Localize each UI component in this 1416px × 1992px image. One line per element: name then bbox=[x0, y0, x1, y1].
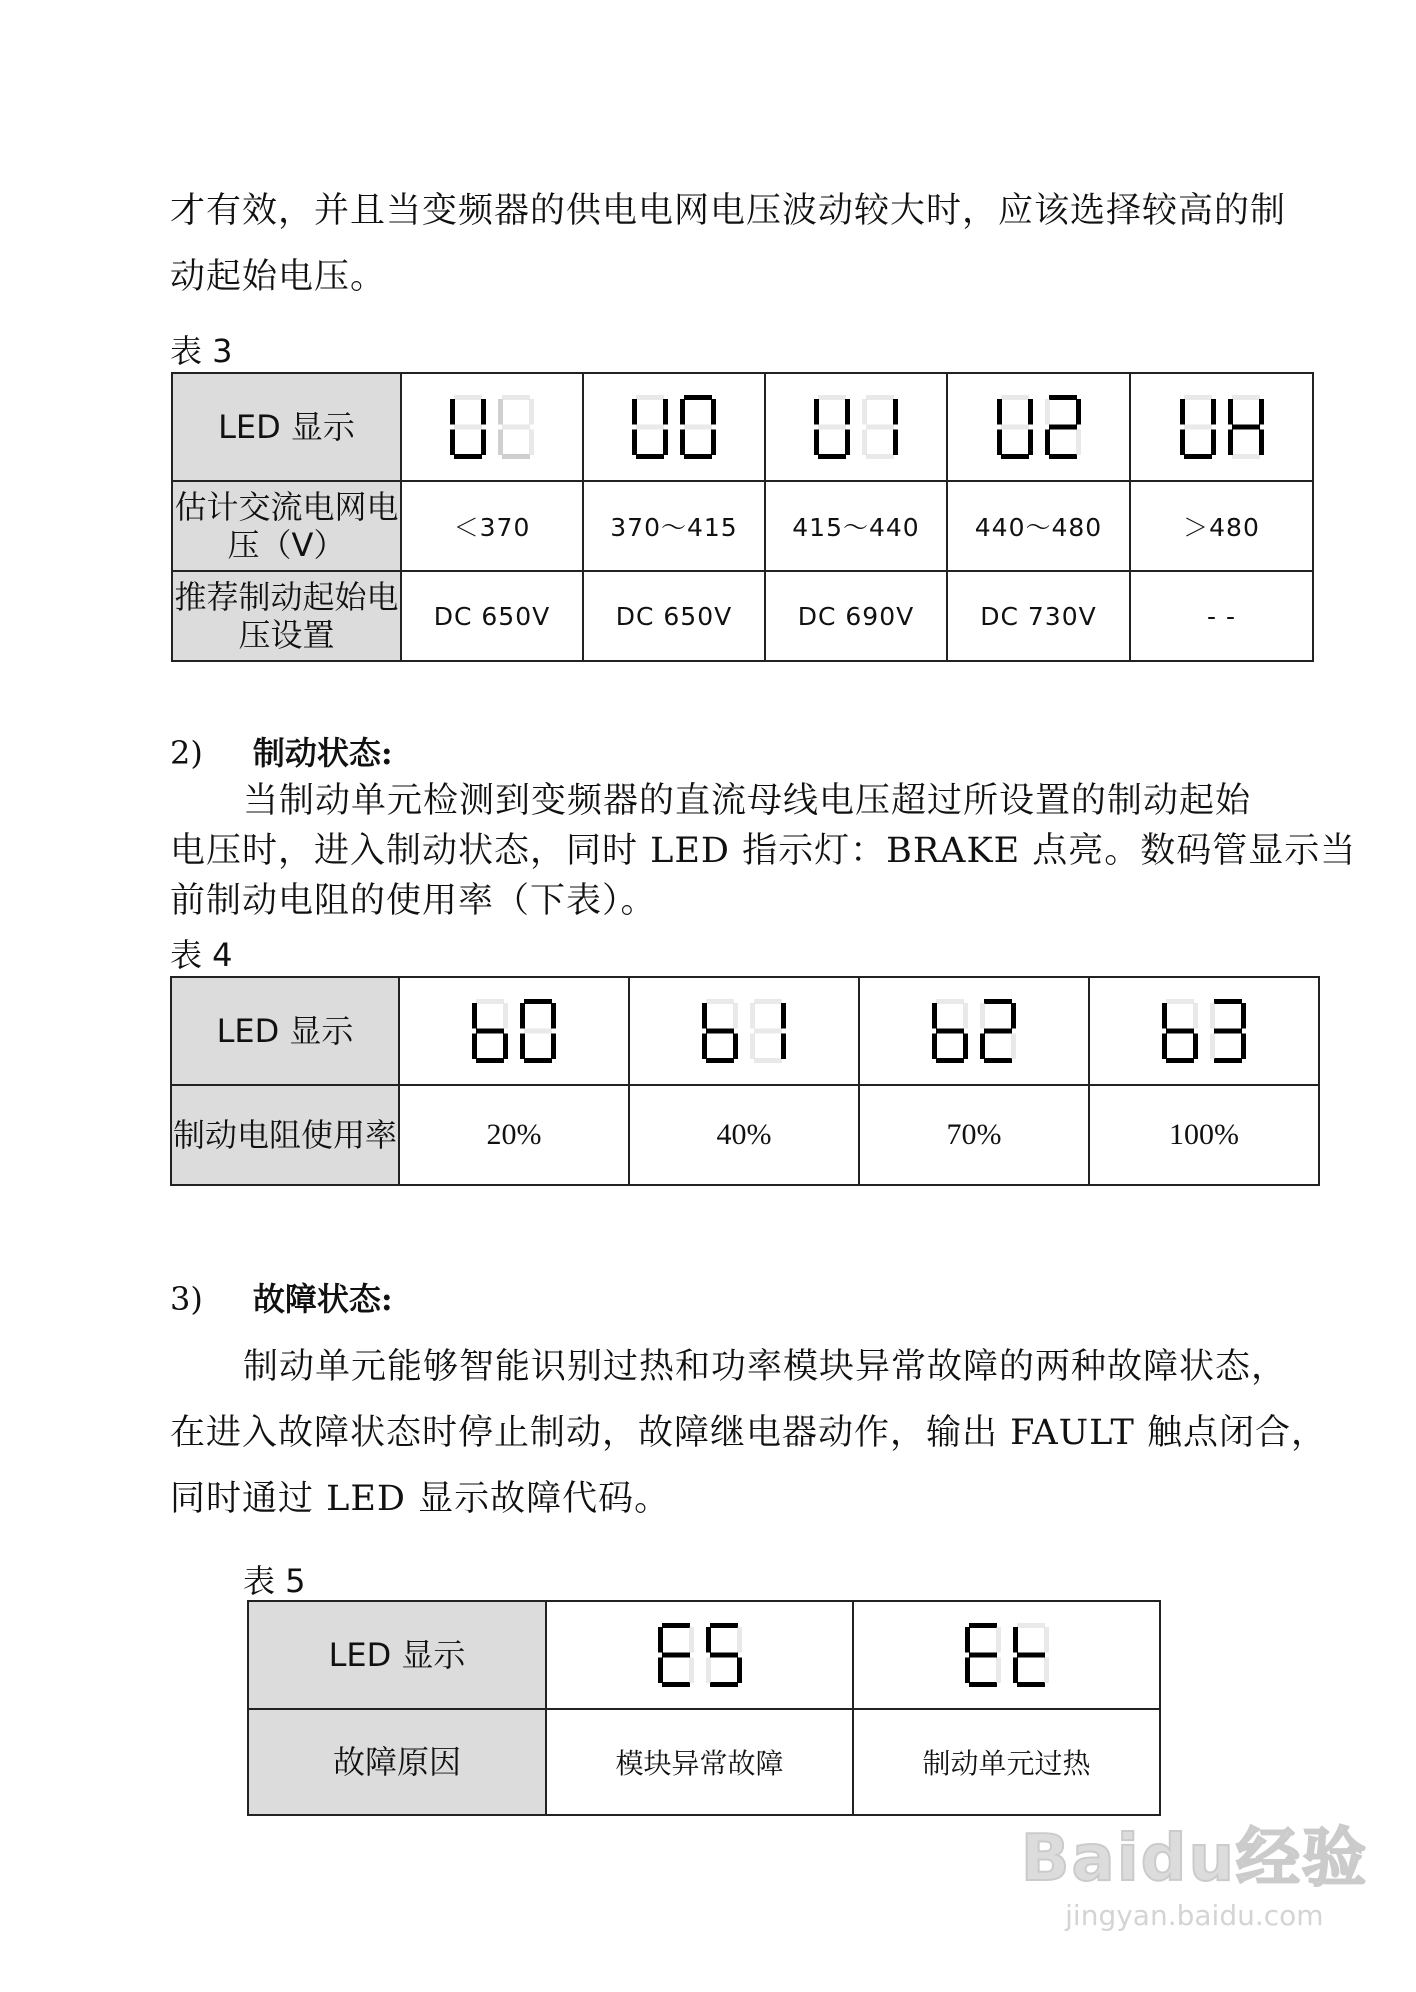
led-segment bbox=[1214, 999, 1242, 1004]
led-segment bbox=[689, 1627, 694, 1653]
led-segment bbox=[893, 430, 898, 456]
led-cell bbox=[546, 1601, 853, 1709]
led-segment bbox=[1011, 1003, 1016, 1029]
led-segment bbox=[662, 1623, 690, 1628]
led-segment bbox=[1210, 1034, 1215, 1060]
led-segment bbox=[936, 1029, 964, 1034]
watermark-url: jingyan.baidu.com bbox=[1065, 1899, 1324, 1932]
table3-caption: 表 3 bbox=[170, 332, 233, 370]
led-segment bbox=[1001, 395, 1029, 400]
led-segment bbox=[702, 1003, 707, 1029]
led-segment bbox=[1013, 1658, 1018, 1684]
led-segment bbox=[1001, 425, 1029, 430]
led-segment bbox=[684, 425, 712, 430]
led-segment bbox=[520, 1003, 525, 1029]
led-cell bbox=[583, 373, 765, 481]
led-segment bbox=[706, 1058, 734, 1063]
led-segment bbox=[658, 1627, 663, 1653]
led-segment bbox=[754, 999, 782, 1004]
section3-line-3: 同时通过 LED 显示故障代码。 bbox=[170, 1479, 671, 1519]
section3-number: 3) bbox=[170, 1280, 203, 1318]
led-segment bbox=[1193, 1034, 1198, 1060]
led-segment bbox=[1028, 430, 1033, 456]
led-segment bbox=[750, 1003, 755, 1029]
led-segment bbox=[1180, 399, 1185, 425]
rate-cell: 20% bbox=[399, 1085, 629, 1185]
led-segment bbox=[750, 1034, 755, 1060]
setting-cell: DC 690V bbox=[765, 571, 947, 661]
led-segment bbox=[1028, 399, 1033, 425]
table4-rate-label: 制动电阻使用率 bbox=[171, 1085, 399, 1185]
led-segment bbox=[706, 1658, 711, 1684]
led-segment bbox=[969, 1682, 997, 1687]
led-segment bbox=[893, 399, 898, 425]
led-display bbox=[1156, 995, 1252, 1067]
watermark-brand: Baidu经验 bbox=[1020, 1822, 1368, 1896]
led-segment bbox=[711, 430, 716, 456]
led-segment bbox=[450, 430, 455, 456]
table5-caption: 表 5 bbox=[243, 1562, 306, 1600]
led-segment bbox=[1076, 399, 1081, 425]
led-segment bbox=[963, 1003, 968, 1029]
led-segment bbox=[733, 1003, 738, 1029]
rate-cell: 70% bbox=[859, 1085, 1089, 1185]
led-segment bbox=[1241, 1003, 1246, 1029]
led-cell bbox=[859, 977, 1089, 1085]
led-segment bbox=[1045, 399, 1050, 425]
led-segment bbox=[1214, 1029, 1242, 1034]
voltage-cell: 370～415 bbox=[583, 481, 765, 571]
led-segment bbox=[1017, 1653, 1045, 1658]
section2-title: 制动状态: bbox=[252, 734, 393, 772]
led-segment bbox=[932, 1034, 937, 1060]
led-segment bbox=[965, 1627, 970, 1653]
cause-cell: 模块异常故障 bbox=[546, 1709, 853, 1815]
led-segment bbox=[503, 1034, 508, 1060]
section2-line-3: 前制动电阻的使用率（下表）。 bbox=[170, 881, 657, 921]
led-segment bbox=[1044, 1627, 1049, 1653]
led-segment bbox=[710, 1682, 738, 1687]
led-segment bbox=[1211, 399, 1216, 425]
led-segment bbox=[932, 1003, 937, 1029]
led-segment bbox=[737, 1658, 742, 1684]
led-cell bbox=[399, 977, 629, 1085]
led-segment bbox=[1232, 454, 1260, 459]
cause-cell: 制动单元过热 bbox=[853, 1709, 1160, 1815]
setting-cell: DC 650V bbox=[401, 571, 583, 661]
led-segment bbox=[662, 1682, 690, 1687]
led-segment bbox=[663, 399, 668, 425]
led-display bbox=[991, 391, 1087, 463]
led-segment bbox=[969, 1653, 997, 1658]
led-segment bbox=[1180, 430, 1185, 456]
led-segment bbox=[498, 399, 503, 425]
led-segment bbox=[502, 425, 530, 430]
led-segment bbox=[662, 1653, 690, 1658]
led-segment bbox=[710, 1653, 738, 1658]
led-segment bbox=[862, 430, 867, 456]
led-segment bbox=[680, 430, 685, 456]
led-segment bbox=[1210, 1003, 1215, 1029]
led-segment bbox=[1241, 1034, 1246, 1060]
led-display bbox=[1174, 391, 1270, 463]
led-segment bbox=[476, 1029, 504, 1034]
table4-caption: 表 4 bbox=[170, 936, 233, 974]
led-segment bbox=[476, 999, 504, 1004]
led-segment bbox=[524, 1029, 552, 1034]
led-segment bbox=[818, 454, 846, 459]
led-segment bbox=[454, 395, 482, 400]
led-segment bbox=[1232, 425, 1260, 430]
led-segment bbox=[1184, 454, 1212, 459]
led-segment bbox=[1228, 399, 1233, 425]
led-segment bbox=[984, 1029, 1012, 1034]
section2-number: 2) bbox=[170, 734, 203, 772]
section2-line-2: 电压时，进入制动状态，同时 LED 指示灯：BRAKE 点亮。数码管显示当 bbox=[170, 831, 1357, 871]
led-segment bbox=[984, 999, 1012, 1004]
led-segment bbox=[866, 425, 894, 430]
led-segment bbox=[866, 454, 894, 459]
led-segment bbox=[1166, 1058, 1194, 1063]
voltage-cell: ＞480 bbox=[1130, 481, 1313, 571]
section3-line-1: 制动单元能够智能识别过热和功率模块异常故障的两种故障状态， bbox=[243, 1347, 1288, 1387]
setting-cell: DC 650V bbox=[583, 571, 765, 661]
led-segment bbox=[969, 1623, 997, 1628]
led-segment bbox=[845, 399, 850, 425]
led-segment bbox=[1049, 454, 1077, 459]
led-cell bbox=[1089, 977, 1319, 1085]
voltage-cell: ＜370 bbox=[401, 481, 583, 571]
led-segment bbox=[1076, 430, 1081, 456]
led-segment bbox=[481, 399, 486, 425]
led-segment bbox=[1184, 425, 1212, 430]
led-display bbox=[959, 1619, 1055, 1691]
led-segment bbox=[658, 1658, 663, 1684]
led-segment bbox=[529, 399, 534, 425]
table-4 bbox=[170, 976, 1320, 1186]
voltage-cell: 440～480 bbox=[947, 481, 1130, 571]
led-segment bbox=[997, 399, 1002, 425]
led-display bbox=[926, 995, 1022, 1067]
led-segment bbox=[845, 430, 850, 456]
table5-led-label: LED 显示 bbox=[248, 1601, 546, 1709]
led-segment bbox=[1214, 1058, 1242, 1063]
led-segment bbox=[963, 1034, 968, 1060]
table3-setting-label: 推荐制动起始电压设置 bbox=[172, 571, 401, 661]
led-cell bbox=[947, 373, 1130, 481]
section3-title: 故障状态: bbox=[252, 1280, 393, 1318]
led-segment bbox=[710, 1623, 738, 1628]
led-segment bbox=[866, 395, 894, 400]
led-segment bbox=[984, 1058, 1012, 1063]
led-segment bbox=[965, 1658, 970, 1684]
led-segment bbox=[1184, 395, 1212, 400]
led-segment bbox=[502, 454, 530, 459]
led-segment bbox=[551, 1003, 556, 1029]
led-segment bbox=[818, 425, 846, 430]
led-segment bbox=[781, 1034, 786, 1060]
led-segment bbox=[814, 430, 819, 456]
led-segment bbox=[1013, 1627, 1018, 1653]
led-segment bbox=[502, 395, 530, 400]
led-segment bbox=[702, 1034, 707, 1060]
led-segment bbox=[636, 425, 664, 430]
rate-cell: 100% bbox=[1089, 1085, 1319, 1185]
led-segment bbox=[997, 430, 1002, 456]
led-display bbox=[626, 391, 722, 463]
led-segment bbox=[1211, 430, 1216, 456]
led-segment bbox=[814, 399, 819, 425]
led-segment bbox=[498, 430, 503, 456]
led-segment bbox=[684, 395, 712, 400]
led-segment bbox=[524, 1058, 552, 1063]
led-segment bbox=[754, 1029, 782, 1034]
intro-line-2: 动起始电压。 bbox=[170, 257, 387, 297]
led-segment bbox=[711, 399, 716, 425]
led-segment bbox=[472, 1003, 477, 1029]
table-5 bbox=[247, 1600, 1161, 1816]
led-segment bbox=[1001, 454, 1029, 459]
led-segment bbox=[1017, 1623, 1045, 1628]
led-segment bbox=[1049, 395, 1077, 400]
led-segment bbox=[680, 399, 685, 425]
led-segment bbox=[1045, 430, 1050, 456]
led-segment bbox=[980, 1034, 985, 1060]
section2-line-1: 当制动单元检测到变频器的直流母线电压超过所设置的制动起始 bbox=[243, 781, 1252, 821]
table5-cause-label: 故障原因 bbox=[248, 1709, 546, 1815]
led-segment bbox=[632, 399, 637, 425]
led-segment bbox=[706, 1627, 711, 1653]
led-segment bbox=[818, 395, 846, 400]
led-display bbox=[696, 995, 792, 1067]
led-segment bbox=[454, 454, 482, 459]
led-segment bbox=[733, 1034, 738, 1060]
led-segment bbox=[781, 1003, 786, 1029]
led-segment bbox=[1049, 425, 1077, 430]
led-segment bbox=[454, 425, 482, 430]
led-segment bbox=[1259, 399, 1264, 425]
led-segment bbox=[529, 430, 534, 456]
section3-line-2: 在进入故障状态时停止制动，故障继电器动作，输出 FAULT 触点闭合， bbox=[170, 1413, 1328, 1453]
led-display bbox=[808, 391, 904, 463]
setting-cell: - - bbox=[1130, 571, 1313, 661]
table4-led-label: LED 显示 bbox=[171, 977, 399, 1085]
led-segment bbox=[636, 454, 664, 459]
led-segment bbox=[632, 430, 637, 456]
led-segment bbox=[706, 1029, 734, 1034]
led-segment bbox=[1162, 1034, 1167, 1060]
led-display bbox=[466, 995, 562, 1067]
led-segment bbox=[1166, 999, 1194, 1004]
led-segment bbox=[1232, 395, 1260, 400]
led-segment bbox=[524, 999, 552, 1004]
led-segment bbox=[1044, 1658, 1049, 1684]
table3-voltage-label: 估计交流电网电压（V） bbox=[172, 481, 401, 571]
led-cell bbox=[853, 1601, 1160, 1709]
led-segment bbox=[1162, 1003, 1167, 1029]
led-segment bbox=[684, 454, 712, 459]
section3-heading bbox=[170, 1274, 393, 1320]
led-segment bbox=[472, 1034, 477, 1060]
led-segment bbox=[862, 399, 867, 425]
led-segment bbox=[520, 1034, 525, 1060]
led-segment bbox=[481, 430, 486, 456]
led-cell bbox=[629, 977, 859, 1085]
led-display bbox=[444, 391, 540, 463]
led-segment bbox=[996, 1658, 1001, 1684]
led-segment bbox=[1166, 1029, 1194, 1034]
table-3 bbox=[171, 372, 1314, 662]
led-segment bbox=[1011, 1034, 1016, 1060]
led-segment bbox=[737, 1627, 742, 1653]
baidu-watermark bbox=[1021, 1807, 1368, 1932]
led-segment bbox=[450, 399, 455, 425]
led-segment bbox=[706, 999, 734, 1004]
table3-led-label: LED 显示 bbox=[172, 373, 401, 481]
led-segment bbox=[980, 1003, 985, 1029]
led-cell bbox=[765, 373, 947, 481]
led-segment bbox=[663, 430, 668, 456]
led-segment bbox=[936, 1058, 964, 1063]
intro-line-1: 才有效，并且当变频器的供电电网电压波动较大时，应该选择较高的制 bbox=[170, 191, 1287, 231]
led-segment bbox=[1228, 430, 1233, 456]
voltage-cell: 415～440 bbox=[765, 481, 947, 571]
led-segment bbox=[1193, 1003, 1198, 1029]
led-segment bbox=[551, 1034, 556, 1060]
led-segment bbox=[754, 1058, 782, 1063]
led-cell bbox=[401, 373, 583, 481]
led-segment bbox=[689, 1658, 694, 1684]
setting-cell: DC 730V bbox=[947, 571, 1130, 661]
led-segment bbox=[936, 999, 964, 1004]
led-display bbox=[652, 1619, 748, 1691]
led-segment bbox=[476, 1058, 504, 1063]
led-segment bbox=[996, 1627, 1001, 1653]
led-segment bbox=[1259, 430, 1264, 456]
led-cell bbox=[1130, 373, 1313, 481]
rate-cell: 40% bbox=[629, 1085, 859, 1185]
led-segment bbox=[503, 1003, 508, 1029]
led-segment bbox=[636, 395, 664, 400]
led-segment bbox=[1017, 1682, 1045, 1687]
